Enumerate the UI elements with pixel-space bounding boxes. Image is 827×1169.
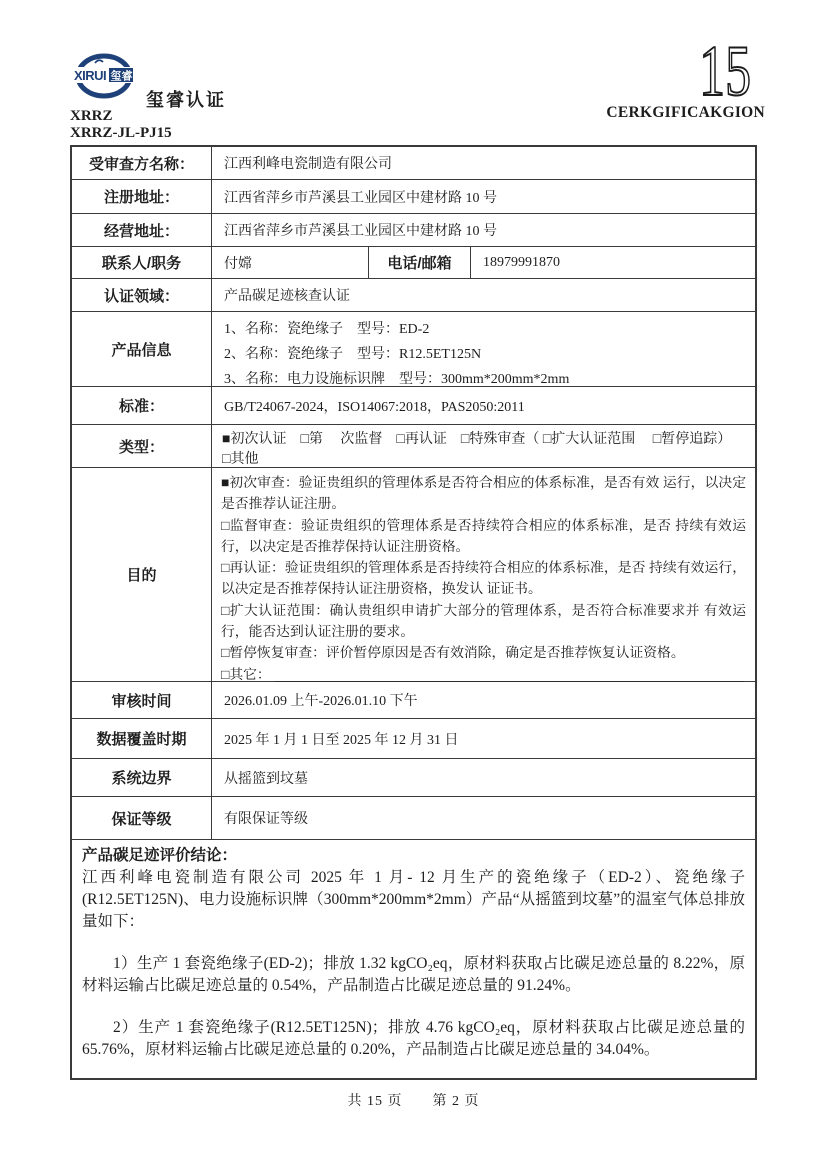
purpose-item-recert: □再认证：验证贵组织的管理体系是否持续符合相应的体系标准，是否 持续有效运行，以决定是否推荐保持认证注册资格，换发认 证证书。 (221, 560, 746, 597)
contact-label: 联系人/职务 (72, 247, 212, 278)
registered-address-row (72, 180, 755, 214)
doc-code-line2: XRRZ-JL-PJ15 (70, 125, 172, 141)
auditee-value: 江西利峰电瓷制造有限公司 (224, 157, 392, 172)
contact-value: 付嫦 (212, 247, 369, 278)
product-info-row (72, 312, 755, 387)
conclusion-item-1: 1）生产 1 套瓷绝缘子(ED-2)；排放 1.32 kgCO₂eq，原材料获取占比碳足迹总量的 8.22%，原材料运输占比碳足迹总量的 0.54%，产品制造占比碳足迹总量的 91.24%。 (82, 955, 745, 994)
purpose-item-suspension-recovery: □暂停恢复审查：评价暂停原因是否有效消除，确定是否推荐恢复认证资格。 (221, 645, 685, 661)
standard-row (72, 387, 755, 425)
system-boundary-label: 系统边界 (72, 759, 212, 796)
cert-field-value: 产品碳足迹核查认证 (224, 289, 350, 304)
system-boundary-row (72, 759, 755, 797)
business-address-row (72, 214, 755, 247)
type-row (72, 425, 755, 468)
conclusion-intro: 江西利峰电瓷制造有限公司 2025 年 1 月- 12 月生产的瓷绝缘子（ED-2）、瓷绝缘子(R12.5ET125N)、电力设施标识牌（300mm*200mm*2mm）产品“从摇篮到坟墓”的温室气体总排放量如下： (82, 869, 745, 930)
type-label: 类型： (72, 425, 212, 467)
cert-body-name: 玺睿认证 (146, 90, 226, 110)
audit-time-row (72, 682, 755, 719)
logo-latin-text: XIRUI (74, 68, 107, 83)
system-boundary-value: 从摇篮到坟墓 (224, 771, 308, 787)
certification-word: CERKGIFICAKGION (606, 104, 765, 121)
purpose-other-label: □其它： (221, 666, 271, 682)
standard-value: GB/T24067-2024，ISO14067:2018，PAS2050:2011 (224, 399, 525, 415)
registered-address-label: 注册地址： (72, 180, 212, 213)
xirui-logo-icon (73, 52, 135, 102)
type-checkbox-text: ■初次认证 □第 次监督 □再认证 □特殊审查（ □扩大认证范围 □暂停追踪） □其他 (222, 432, 739, 467)
auditee-row (72, 147, 755, 180)
conclusion-item-2: 2）生产 1 套瓷绝缘子(R12.5ET125N)；排放 4.76 kgCO₂eq，原材料获取占比碳足迹总量的 65.76%，原材料运输占比碳足迹总量的 0.20%，产品制造占比碳足迹总量的 34.04%。 (82, 1019, 745, 1058)
logo-cn-text: 玺睿 (110, 70, 133, 83)
business-address-value: 江西省萍乡市芦溪县工业园区中建材路 10 号 (224, 224, 497, 239)
data-period-row (72, 719, 755, 759)
phone-value: 18979991870 (483, 254, 560, 270)
assurance-level-row (72, 797, 755, 840)
purpose-item-scope-expansion: □扩大认证范围：确认贵组织申请扩大部分的管理体系，是否符合标准要求并 有效运行，能否达到认证注册的要求。 (221, 602, 746, 640)
purpose-label: 目的 (72, 468, 212, 681)
type-value (212, 425, 755, 467)
product-line-1: 1、名称：瓷绝缘子 型号：ED-2 (224, 322, 430, 337)
audit-time-value: 2026.01.09 上午-2026.01.10 下午 (224, 694, 418, 709)
conclusion-title: 产品碳足迹评价结论： (82, 847, 238, 864)
contact-row (72, 247, 755, 279)
cert-field-row (72, 279, 755, 312)
product-info-value (212, 312, 755, 386)
product-line-2: 2、名称：瓷绝缘子 型号：R12.5ET125N (224, 347, 482, 362)
assurance-level-value: 有限保证等级 (224, 812, 308, 827)
cert-field-label: 认证领域： (72, 279, 212, 311)
logo-swoosh-icon (73, 52, 135, 102)
purpose-row (72, 468, 755, 682)
conclusion-section (72, 840, 755, 1078)
data-period-label: 数据覆盖时期 (72, 719, 212, 758)
document-codes (70, 108, 172, 142)
registered-address-value: 江西省萍乡市芦溪县工业园区中建材路 10 号 (224, 190, 497, 206)
page-footer: 共 15 页 第 2 页 (347, 1094, 480, 1109)
purpose-value (212, 468, 755, 681)
big-page-number: 15 (699, 31, 751, 111)
purpose-item-initial: ■初次审查：验证贵组织的管理体系是否符合相应的体系标准，是否有效 运行，以决定是否推荐认证注册。 (221, 475, 746, 512)
product-info-label: 产品信息 (72, 312, 212, 386)
auditee-label: 受审查方名称： (72, 147, 212, 179)
audit-info-table (70, 145, 757, 1080)
purpose-item-surveillance: □监督审查：验证贵组织的管理体系是否持续符合相应的体系标准，是否 持续有效运行，以决定是否推荐保持认证注册资格。 (221, 517, 746, 554)
data-period-value: 2025 年 1 月 1 日至 2025 年 12 月 31 日 (224, 732, 459, 748)
business-address-label: 经营地址： (72, 214, 212, 246)
blank-line (275, 666, 744, 682)
standard-label: 标准： (72, 387, 212, 424)
assurance-level-label: 保证等级 (72, 797, 212, 839)
audit-time-label: 审核时间 (72, 682, 212, 718)
phone-label: 电话/邮箱 (369, 247, 471, 278)
doc-code-line1: XRRZ (70, 108, 113, 124)
product-line-3: 3、名称：电力设施标识牌 型号：300mm*200mm*2mm (224, 372, 570, 387)
